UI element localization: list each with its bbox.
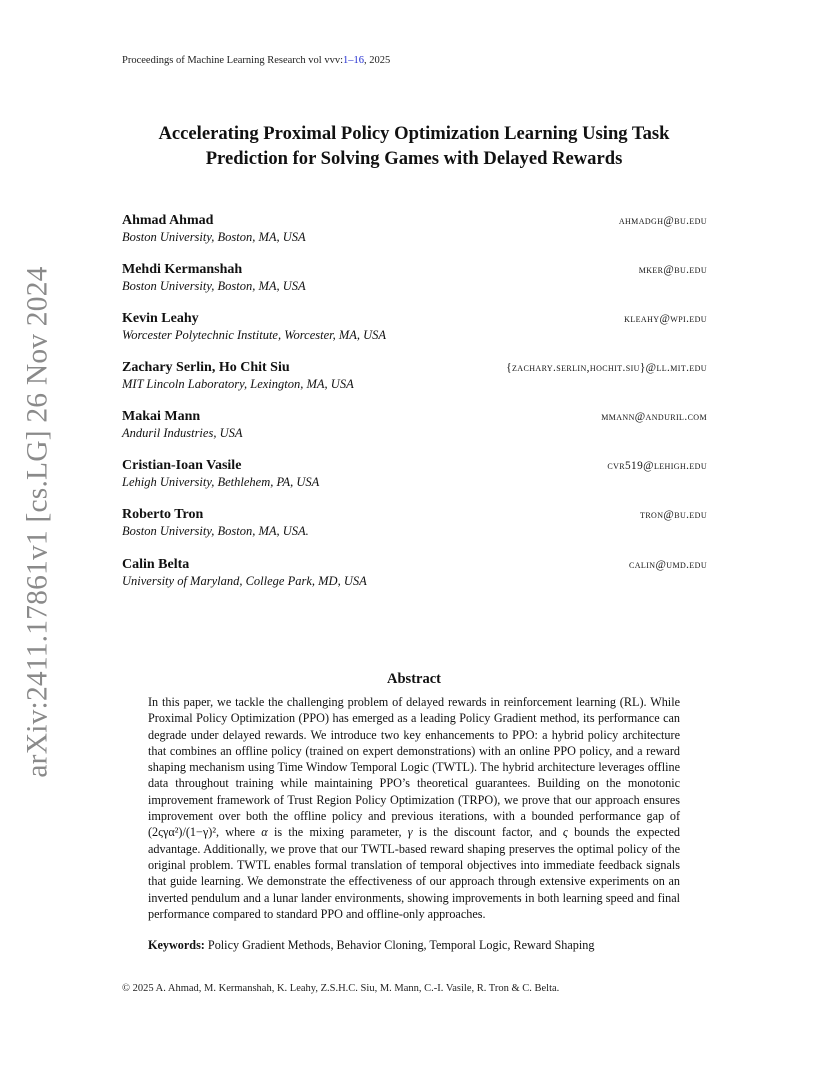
author-email: calin@umd.edu [629, 559, 707, 571]
author-email: ahmadgh@bu.edu [618, 215, 707, 227]
author-name: Calin Belta [122, 557, 190, 572]
arxiv-sidebar-stamp [18, 266, 58, 778]
header-pages-link[interactable]: 1–16 [343, 55, 365, 66]
keywords-list: Policy Gradient Methods, Behavior Cloning, Temporal Logic, Reward Shaping [204, 938, 595, 952]
header-suffix: , 2025 [364, 55, 391, 66]
author-block [122, 409, 707, 445]
author-name: Cristian-Ioan Vasile [122, 458, 242, 473]
abstract-part: , where [215, 825, 262, 840]
author-name: Roberto Tron [122, 507, 204, 522]
paper-title [100, 121, 728, 171]
abstract-text [148, 694, 680, 922]
varsigma-symbol: ς [562, 825, 568, 840]
author-affiliation: Anduril Industries, USA [122, 426, 243, 440]
author-block [122, 507, 707, 543]
title-line-1: Accelerating Proximal Policy Optimization Learning Using Task [158, 123, 670, 144]
author-email: tron@bu.edu [640, 509, 707, 521]
author-email: mmann@anduril.com [601, 411, 707, 423]
arxiv-identifier: arXiv:2411.17861v1 [cs.LG] 26 Nov 2024 [21, 266, 54, 778]
header-prefix: Proceedings of Machine Learning Research vol vvv: [122, 55, 344, 66]
author-block [122, 458, 707, 494]
abstract-heading: Abstract [387, 671, 441, 687]
author-block [122, 213, 707, 249]
author-block [122, 557, 707, 593]
author-name: Zachary Serlin, Ho Chit Siu [122, 360, 290, 375]
title-line-2: Prediction for Solving Games with Delayed Rewards [205, 148, 623, 169]
author-block [122, 262, 707, 298]
keywords-line [148, 938, 688, 953]
author-email: cvr519@lehigh.edu [607, 460, 707, 472]
gamma-symbol: γ [407, 825, 413, 840]
abstract-part: bounds the expected advantage. Additionally, we prove that our TWTL-based reward shaping preserves the optimal policy of the original problem. TWTL enables formal translation of temporal objectives into immediate feedback signals that guide learning. We demonstrate the effectiveness of our approach through extensive experiments on an inverted pendulum and a lunar lander environments, showing improvements in both learning speed and final performance compared to standard PPO and offline-only approaches. [148, 825, 681, 921]
author-name: Makai Mann [122, 409, 201, 424]
author-name: Kevin Leahy [122, 311, 199, 326]
author-email: {zachary.serlin,hochit.siu}@ll.mit.edu [506, 362, 707, 374]
alpha-symbol: α [261, 825, 268, 840]
author-email: mker@bu.edu [638, 264, 707, 276]
abstract-part: is the mixing parameter, [267, 825, 408, 840]
author-affiliation: Boston University, Boston, MA, USA [122, 279, 306, 293]
author-affiliation: Boston University, Boston, MA, USA. [122, 524, 309, 538]
author-affiliation: Worcester Polytechnic Institute, Worcester, MA, USA [122, 328, 387, 342]
author-affiliation: University of Maryland, College Park, MD, USA [122, 574, 367, 588]
author-affiliation: Boston University, Boston, MA, USA [122, 230, 306, 244]
author-name: Mehdi Kermanshah [122, 262, 243, 277]
running-header [122, 55, 390, 66]
copyright-footer: © 2025 A. Ahmad, M. Kermanshah, K. Leahy, Z.S.H.C. Siu, M. Mann, C.-I. Vasile, R. Tron & C. Belta. [122, 983, 560, 994]
author-block [122, 311, 707, 347]
author-affiliation: Lehigh University, Bethlehem, PA, USA [122, 475, 320, 489]
author-block [122, 360, 707, 396]
abstract-part: is the discount factor, and [412, 825, 563, 840]
abstract-part: In this paper, we tackle the challenging problem of delayed rewards in reinforcement learning (RL). While Proximal Policy Optimization (PPO) has emerged as a leading Policy Gradient method, its performance can degrade under delayed rewards. We introduce two key enhancements to PPO: a hybrid policy architecture that combines an offline policy (trained on expert demonstrations) with an online PPO policy, and a reward shaping mechanism using Time Window Temporal Logic (TWTL). The hybrid architecture leverages offline data throughout training while maintaining PPO’s theoretical guarantees. Building on the monotonic improvement framework of Trust Region Policy Optimization (TRPO), we prove that our approach ensures improvement over both the offline policy and previous iterations, with a bounded performance gap of [148, 695, 680, 824]
author-email: kleahy@wpi.edu [624, 313, 707, 325]
keywords-label: Keywords: [148, 938, 205, 952]
author-affiliation: MIT Lincoln Laboratory, Lexington, MA, USA [122, 377, 354, 391]
author-name: Ahmad Ahmad [122, 213, 214, 228]
bound-formula: (2ςγα²)/(1−γ)² [148, 825, 216, 840]
